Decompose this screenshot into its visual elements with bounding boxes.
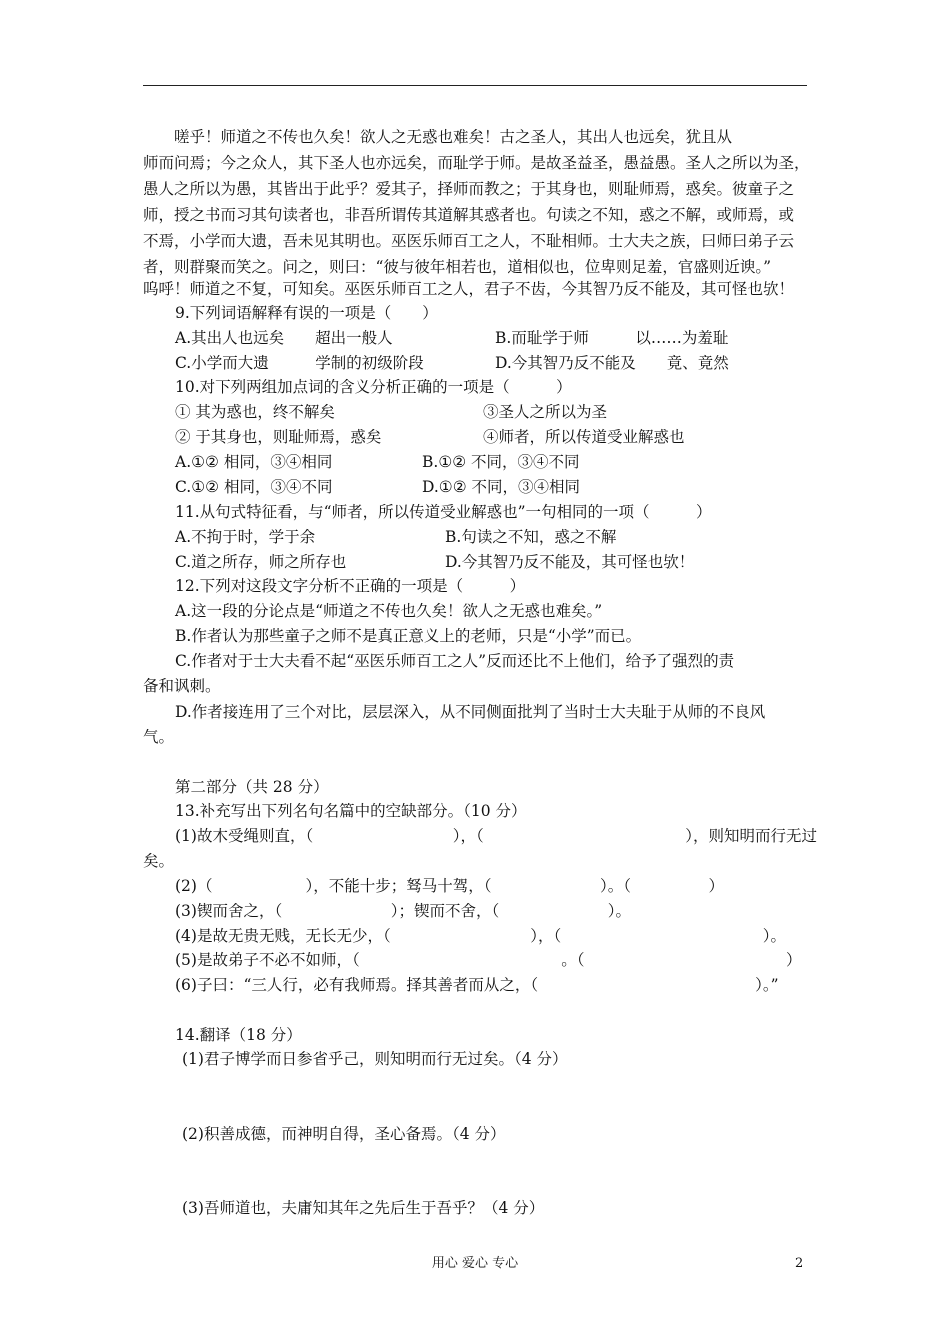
- question-14-sentence-2: (2)积善成德，而神明自得，圣心备焉。（4 分）: [182, 1125, 506, 1143]
- question-11-option-d: D.今其智乃反不能及，其可怪也欤！: [445, 553, 695, 571]
- question-12-stem: 12.下列对这段文字分析不正确的一项是（ ）: [175, 577, 526, 595]
- question-12-option-d: D.作者接连用了三个对比，层层深入，从不同侧面批判了当时士大夫耻于从师的不良风: [175, 703, 766, 721]
- question-13-line-1: (1)故木受绳则直，（ ），（ ），则知明而行无过: [175, 827, 817, 845]
- question-10-option-a: A.①② 相同，③④相同: [175, 453, 333, 471]
- header-rule: [143, 85, 807, 86]
- question-9-option-b: B.而耻学于师 以……为羞耻: [495, 329, 729, 347]
- question-13-line-2: (2)（ ），不能十步；驽马十驾，（ ）。（ ）: [175, 877, 724, 895]
- question-14-sentence-1: (1)君子博学而日参省乎己，则知明而行无过矣。（4 分）: [182, 1050, 568, 1068]
- question-10-stem: 10.对下列两组加点词的含义分析正确的一项是（ ）: [175, 378, 572, 396]
- question-13-line-5: (5)是故弟子不必不如师，（ 。（ ）: [175, 951, 802, 969]
- question-13-stem: 13.补充写出下列名句名篇中的空缺部分。（10 分）: [175, 802, 527, 820]
- passage-line: 不焉，小学而大遗，吾未见其明也。巫医乐师百工之人，不耻相师。士大夫之族，曰师曰弟子云: [143, 232, 795, 250]
- question-10-phrase-1: ① 其为惑也，终不解矣: [175, 403, 335, 421]
- question-12-option-c: C.作者对于士大夫看不起“巫医乐师百工之人”反而还比不上他们，给予了强烈的责: [175, 652, 735, 670]
- question-11-option-a: A.不拘于时，学于余: [175, 528, 316, 546]
- question-10-phrase-2: ② 于其身也，则耻师焉，惑矣: [175, 428, 382, 446]
- passage-line: 嗟乎！师道之不传也久矣！欲人之无惑也难矣！古之圣人，其出人也远矣，犹且从: [143, 128, 733, 146]
- question-12-option-d-cont: 气。: [143, 728, 175, 746]
- question-11-option-b: B.句读之不知，惑之不解: [445, 528, 617, 546]
- question-9-option-a: A.其出人也远矣 超出一般人: [175, 329, 393, 347]
- question-10-phrase-3: ③圣人之所以为圣: [483, 403, 608, 421]
- footer-motto: 用心 爱心 专心: [431, 1256, 519, 1271]
- question-11-stem: 11.从句式特征看，与“师者，所以传道受业解惑也”一句相同的一项（ ）: [175, 503, 712, 521]
- question-10-option-c: C.①② 相同，③④不同: [175, 478, 333, 496]
- question-12-option-c-cont: 备和讽刺。: [143, 677, 221, 695]
- question-9-option-c: C.小学而大遗 学制的初级阶段: [175, 354, 424, 372]
- passage-line: 师而问焉；今之众人，其下圣人也亦远矣，而耻学于师。是故圣益圣，愚益愚。圣人之所以为圣，: [143, 154, 810, 172]
- question-10-option-d: D.①② 不同，③④相同: [422, 478, 581, 496]
- part-two-heading: 第二部分（共 28 分）: [175, 778, 329, 796]
- question-9-stem: 9.下列词语解释有误的一项是（ ）: [175, 304, 438, 322]
- question-13-line-6: (6)子曰：“三人行，必有我师焉。择其善者而从之，（ ）。”: [175, 976, 779, 994]
- question-10-option-b: B.①② 不同，③④不同: [422, 453, 580, 471]
- question-12-option-a: A.这一段的分论点是“师道之不传也久矣！欲人之无惑也难矣。”: [175, 602, 603, 620]
- passage-line: 愚人之所以为愚，其皆出于此乎？爱其子，择师而教之；于其身也，则耻师焉，惑矣。彼童子之: [143, 180, 795, 198]
- question-14-stem: 14.翻译（18 分）: [175, 1026, 302, 1044]
- passage-line: 者，则群聚而笑之。问之，则曰：“彼与彼年相若也，道相似也，位卑则足羞，官盛则近谀。”: [143, 258, 772, 276]
- question-9-option-d: D.今其智乃反不能及 竟、竟然: [495, 354, 729, 372]
- question-13-line-1-cont: 矣。: [143, 852, 175, 870]
- question-10-phrase-4: ④师者，所以传道受业解惑也: [483, 428, 685, 446]
- question-13-line-4: (4)是故无贵无贱，无长无少，（ ），（ ）。: [175, 927, 786, 945]
- question-12-option-b: B.作者认为那些童子之师不是真正意义上的老师，只是“小学”而已。: [175, 627, 642, 645]
- passage-line: 师，授之书而习其句读者也，非吾所谓传其道解其惑者也。句读之不知，惑之不解，或师焉，或: [143, 206, 795, 224]
- question-11-option-c: C.道之所存，师之所存也: [175, 553, 347, 571]
- passage-line: 呜呼！师道之不复，可知矣。巫医乐师百工之人，君子不齿，今其智乃反不能及，其可怪也欤！: [143, 280, 795, 298]
- question-13-line-3: (3)锲而舍之，（ ）；锲而不舍，（ ）。: [175, 902, 631, 920]
- page-number: 2: [795, 1256, 804, 1271]
- question-14-sentence-3: (3)吾师道也，夫庸知其年之先后生于吾乎？（4 分）: [182, 1199, 545, 1217]
